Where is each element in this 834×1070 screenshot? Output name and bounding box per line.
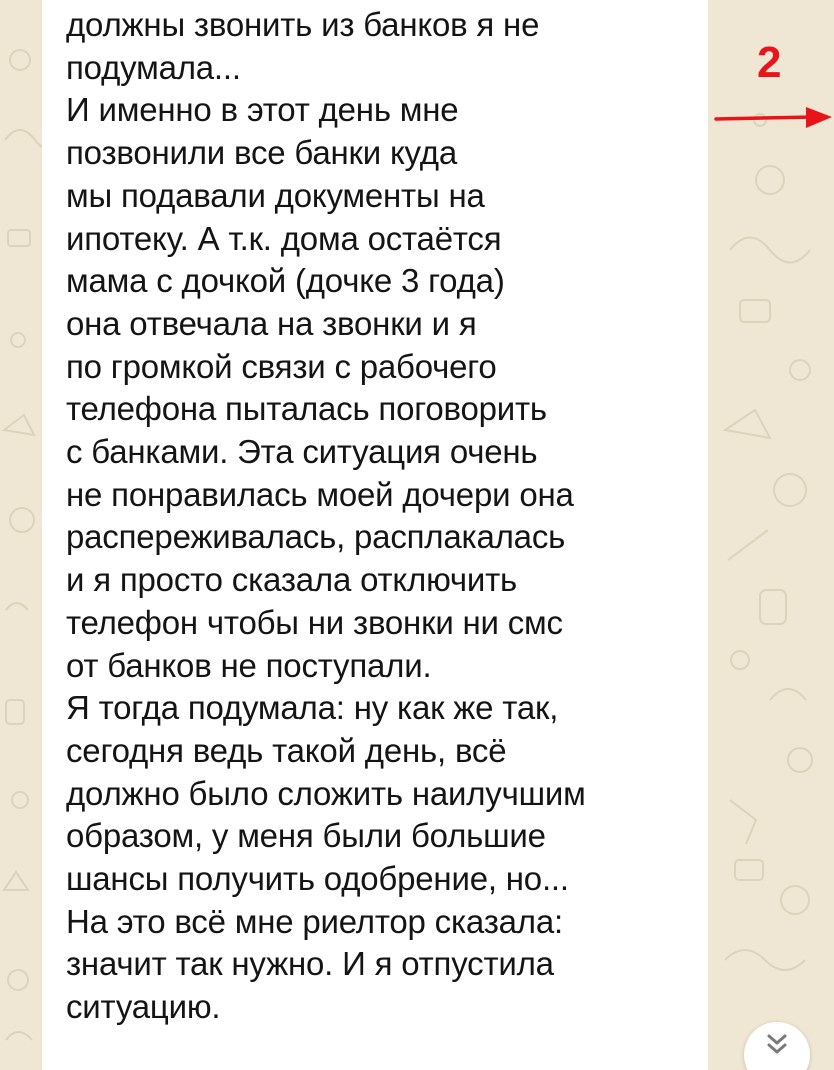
message-line: образом, у меня были большие <box>66 817 546 855</box>
message-line: подумала... <box>66 48 241 86</box>
message-line: телефон чтобы ни звонки ни смс <box>66 603 563 641</box>
message-line: сегодня ведь такой день, всё <box>66 731 507 769</box>
page-number-annotation: 2 <box>757 38 782 87</box>
chevron-double-down-icon <box>762 1030 792 1060</box>
message-line: На это всё мне риелтор сказала: <box>66 902 563 940</box>
message-line: ипотеку. А т.к. дома остаётся <box>66 219 502 257</box>
message-line: должно было сложить наилучшим <box>66 774 586 812</box>
message-line: распереживалась, расплакалась <box>66 518 566 556</box>
red-arrow-icon <box>714 104 834 134</box>
message-bubble <box>42 0 708 1070</box>
message-line: значит так нужно. И я отпустила <box>66 945 554 983</box>
message-line: И именно в этот день мне <box>66 91 459 129</box>
message-line: шансы получить одобрение, но... <box>66 860 569 898</box>
message-line: не понравилась моей дочери она <box>66 475 574 513</box>
message-line: мама с дочкой (дочке 3 года) <box>66 262 505 300</box>
message-line: Я тогда подумала: ну как же так, <box>66 689 559 727</box>
message-line: с банками. Эта ситуация очень <box>66 433 538 471</box>
message-line: телефона пыталась поговорить <box>66 390 547 428</box>
message-line: должны звонить из банков я не <box>66 6 540 43</box>
message-line: и я просто сказала отключить <box>66 561 518 599</box>
message-line: она отвечала на звонки и я <box>66 304 477 342</box>
message-line: мы подавали документы на <box>66 176 485 214</box>
message-line: по громкой связи с рабочего <box>66 347 497 385</box>
message-line: ситуацию. <box>66 988 221 1026</box>
message-line: позвонили все банки куда <box>66 134 457 172</box>
message-line: от банков не поступали. <box>66 646 432 684</box>
